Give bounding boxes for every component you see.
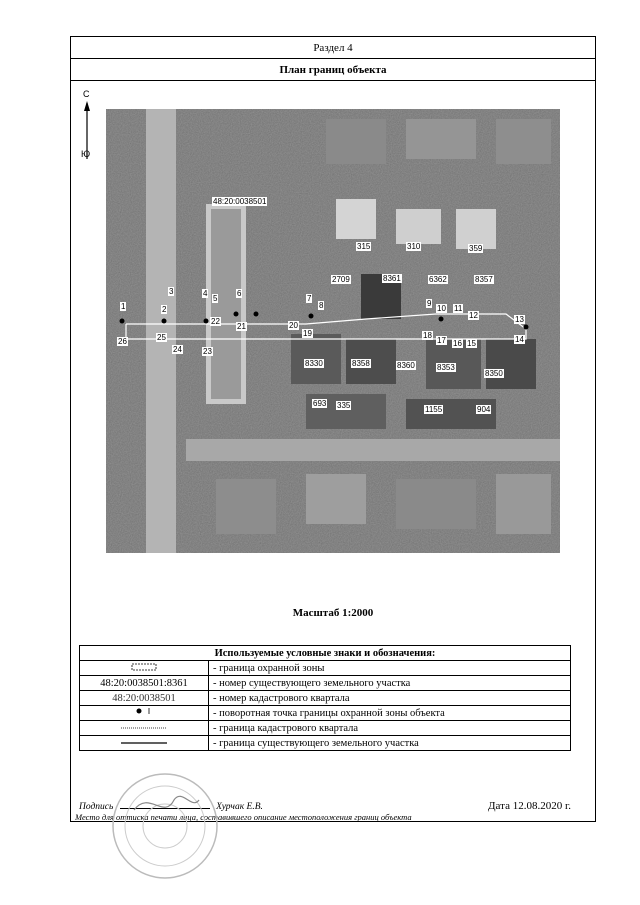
parcel-label: 1155 bbox=[425, 405, 443, 414]
parcel-label: 335 bbox=[337, 401, 351, 410]
point-label: 3 bbox=[169, 287, 174, 296]
parcel-label: 8358 bbox=[352, 359, 370, 368]
plan-title: План границ объекта bbox=[71, 59, 595, 81]
parcel-label: 310 bbox=[407, 242, 421, 251]
parcel-label: 693 bbox=[313, 399, 327, 408]
point-label: 15 bbox=[467, 339, 476, 348]
point-label: 13 bbox=[515, 315, 524, 324]
parcel-label: 359 bbox=[469, 244, 483, 253]
legend-symbol-zone bbox=[80, 661, 209, 676]
legend-description: - граница охранной зоны bbox=[209, 661, 571, 676]
legend-row bbox=[80, 721, 571, 736]
point-label: 7 bbox=[307, 294, 312, 303]
parcel-label: 8350 bbox=[485, 369, 503, 378]
point-label: 6 bbox=[237, 289, 242, 298]
parcel-label: 904 bbox=[477, 405, 491, 414]
point-label: 10 bbox=[437, 304, 446, 313]
document-frame bbox=[70, 36, 596, 822]
point-label: 12 bbox=[469, 311, 478, 320]
point-label: 1 bbox=[121, 302, 126, 311]
legend-symbol-quarter-boundary bbox=[80, 721, 209, 736]
legend-header: Используемые условные знаки и обозначения: bbox=[80, 646, 571, 661]
scale-label: Масштаб 1:2000 bbox=[292, 607, 374, 619]
point-label: 14 bbox=[515, 335, 524, 344]
section-title: Раздел 4 bbox=[71, 37, 595, 59]
legend-row bbox=[80, 736, 571, 751]
legend-description: - граница кадастрового квартала bbox=[209, 721, 571, 736]
point-label: 25 bbox=[157, 333, 166, 342]
legend-symbol-point bbox=[80, 706, 209, 721]
parcel-label: 6362 bbox=[429, 275, 447, 284]
parcel-label: 8361 bbox=[383, 274, 401, 283]
legend-row bbox=[80, 706, 571, 721]
point-label: 16 bbox=[453, 339, 462, 348]
point-label: 11 bbox=[454, 304, 463, 313]
point-label: 8 bbox=[319, 301, 324, 310]
quarter-label: 48:20:0038501 bbox=[213, 197, 267, 206]
parcel-label: 315 bbox=[357, 242, 371, 251]
seal-stamp bbox=[104, 770, 226, 882]
point-label: 18 bbox=[423, 331, 432, 340]
point-label: 22 bbox=[211, 317, 220, 326]
parcel-label: 8353 bbox=[437, 363, 455, 372]
legend-description: - номер кадастрового квартала bbox=[209, 691, 571, 706]
legend-symbol-parcel-boundary bbox=[80, 736, 209, 751]
point-label: 23 bbox=[203, 347, 212, 356]
point-label: 4 bbox=[203, 289, 208, 298]
signer-name: Хурчак Е.В. bbox=[216, 802, 263, 812]
compass-south: Ю bbox=[81, 149, 91, 159]
point-label: 20 bbox=[289, 321, 298, 330]
point-label: 2 bbox=[162, 305, 167, 314]
parcel-label: 8360 bbox=[397, 361, 415, 370]
legend-row bbox=[80, 661, 571, 676]
aerial-map bbox=[106, 109, 560, 553]
point-label: 24 bbox=[173, 345, 182, 354]
legend-description: - номер существующего земельного участка bbox=[209, 676, 571, 691]
legend-description: - граница существующего земельного участка bbox=[209, 736, 571, 751]
point-label: 19 bbox=[303, 329, 312, 338]
compass-north: С bbox=[83, 89, 90, 99]
point-label: 21 bbox=[237, 322, 246, 331]
compass-arrow bbox=[81, 89, 95, 169]
parcel-label: 2709 bbox=[332, 275, 350, 284]
parcel-label: 8357 bbox=[475, 275, 493, 284]
signature-label: Подпись bbox=[79, 802, 114, 812]
legend-symbol-parcel-number: 48:20:0038501:8361 bbox=[80, 676, 209, 691]
parcel-label: 8330 bbox=[305, 359, 323, 368]
stamp-place-note: Место для оттиска печати лица, составившего описание местоположения границ объекта bbox=[75, 812, 412, 822]
legend-row bbox=[80, 676, 571, 691]
legend-row bbox=[80, 691, 571, 706]
legend-description: - поворотная точка границы охранной зоны объекта bbox=[209, 706, 571, 721]
legend-table bbox=[79, 645, 571, 751]
point-label: 17 bbox=[437, 336, 446, 345]
point-label: 9 bbox=[427, 299, 432, 308]
point-label: 5 bbox=[213, 294, 218, 303]
legend-symbol-quarter-number: 48:20:0038501 bbox=[80, 691, 209, 706]
point-label: 26 bbox=[118, 337, 127, 346]
document-date: Дата 12.08.2020 г. bbox=[488, 800, 571, 812]
